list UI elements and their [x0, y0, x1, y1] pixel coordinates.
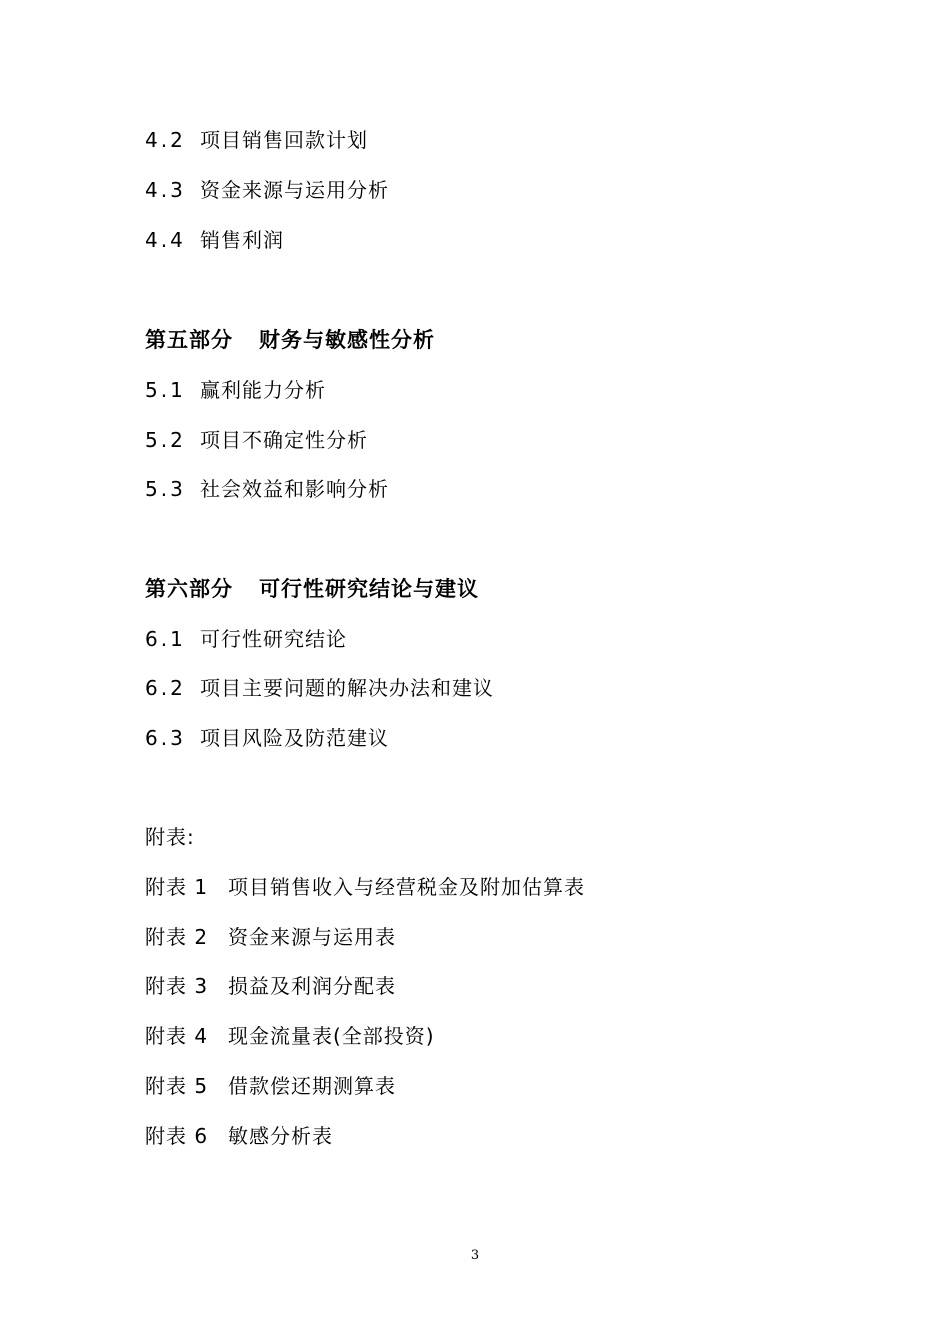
- appendix-entry-title: 损益及利润分配表: [228, 974, 396, 998]
- toc-entry-number: 6.3: [145, 726, 186, 750]
- section-part-label: 第六部分: [145, 577, 233, 601]
- appendix-entry-title: 借款偿还期测算表: [228, 1074, 396, 1098]
- section-title: 财务与敏感性分析: [259, 328, 435, 352]
- toc-entry-number: 6.1: [145, 627, 186, 651]
- appendix-entry-number: 附表 3: [145, 974, 209, 998]
- appendix-entry-number: 附表 2: [145, 925, 209, 949]
- appendix-entry-1: [145, 875, 585, 899]
- toc-entry-5-1: [145, 378, 326, 402]
- toc-entry-title: 项目销售回款计划: [200, 128, 368, 152]
- toc-entry-number: 5.3: [145, 477, 186, 501]
- toc-entry-title: 社会效益和影响分析: [200, 477, 389, 501]
- appendix-entry-number: 附表 6: [145, 1124, 209, 1148]
- toc-entry-title: 赢利能力分析: [200, 378, 326, 402]
- appendix-entry-4: [145, 1024, 435, 1048]
- toc-entry-number: 4.3: [145, 178, 186, 202]
- toc-entry-6-3: [145, 726, 389, 750]
- section-heading-part-5: [145, 328, 435, 352]
- toc-entry-title: 项目风险及防范建议: [200, 726, 389, 750]
- appendix-entry-number: 附表 1: [145, 875, 209, 899]
- appendix-entry-title: 敏感分析表: [228, 1124, 333, 1148]
- section-part-label: 第五部分: [145, 328, 233, 352]
- appendix-entry-title: 资金来源与运用表: [228, 925, 396, 949]
- toc-entry-title: 项目不确定性分析: [200, 428, 368, 452]
- toc-entry-number: 5.2: [145, 428, 186, 452]
- toc-entry-6-1: [145, 627, 347, 651]
- appendix-entry-number: 附表 4: [145, 1024, 209, 1048]
- section-heading-part-6: [145, 577, 479, 601]
- toc-entry-number: 4.4: [145, 228, 186, 252]
- toc-entry-title: 项目主要问题的解决办法和建议: [200, 676, 494, 700]
- appendix-entry-3: [145, 974, 396, 998]
- toc-entry-6-2: [145, 676, 494, 700]
- toc-entry-4-3: [145, 178, 389, 202]
- appendix-entry-6: [145, 1124, 333, 1148]
- toc-entry-5-3: [145, 477, 389, 501]
- section-title: 可行性研究结论与建议: [259, 577, 479, 601]
- appendix-entry-title: 项目销售收入与经营税金及附加估算表: [228, 875, 585, 899]
- toc-entry-title: 销售利润: [200, 228, 284, 252]
- page-number: 3: [470, 1248, 480, 1263]
- toc-entry-4-2: [145, 128, 368, 152]
- toc-entry-title: 可行性研究结论: [200, 627, 347, 651]
- toc-entry-number: 6.2: [145, 676, 186, 700]
- appendix-entry-2: [145, 925, 396, 949]
- toc-entry-4-4: [145, 228, 284, 252]
- appendix-entry-title: 现金流量表(全部投资): [228, 1024, 435, 1048]
- appendix-entry-number: 附表 5: [145, 1074, 209, 1098]
- appendix-heading: 附表:: [145, 825, 195, 849]
- appendix-entry-5: [145, 1074, 396, 1098]
- toc-entry-number: 5.1: [145, 378, 186, 402]
- toc-entry-number: 4.2: [145, 128, 186, 152]
- toc-entry-5-2: [145, 428, 368, 452]
- toc-entry-title: 资金来源与运用分析: [200, 178, 389, 202]
